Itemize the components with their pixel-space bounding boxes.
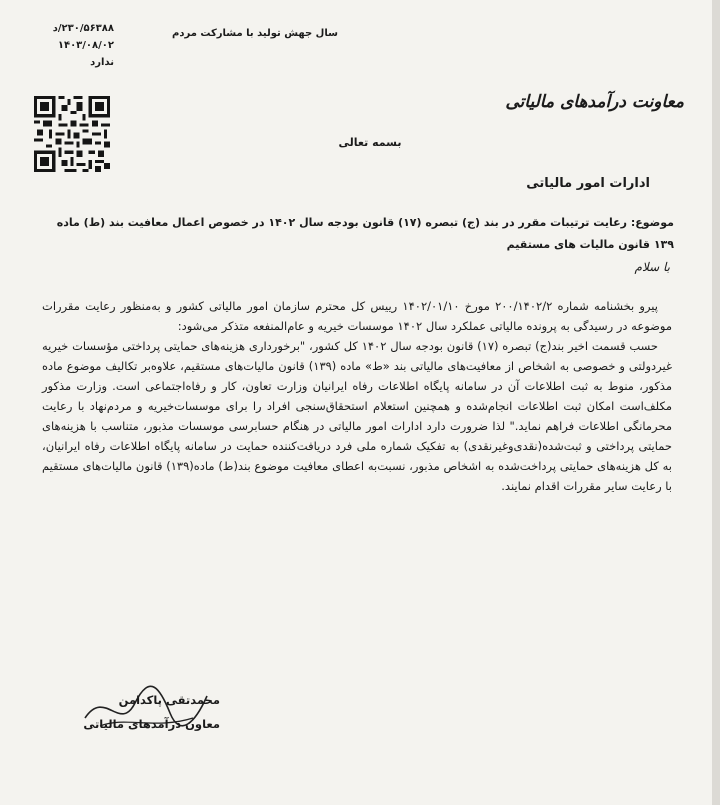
body-paragraph: حسب قسمت اخیر بند(ج) تبصره (۱۷) قانون بودجه سال ۱۴۰۲ کل کشور، "برخورداری هزینه‌های حمایتی پرداختی مؤسسات خیریه غیردولتی و خصوصی به اشخاص از معافیت‌های مالیاتی بند «ط» ماده (۱۳۹) قانون مالیات‌های مستقیم، علاوه‌بر تکالیف موضوع ماده مذکور، منوط به ثبت اطلاعات آن در سامانه پایگاه اطلاعات رفاه ایرانیان وزارت تعاون، کار و رفاه‌اجتماعی است. وزارت مذکور مکلف‌است امکان ثبت اطلاعات انجام‌شده و همچنین استعلام استحقاق‌سنجی افراد را برای موسسات‌خیریه و مردم‌نهاد با رعایت محرمانگی اطلاعات فراهم نماید." لذا ضرورت دارد ادارات امور مالیاتی در هنگام حسابرسی موسسات مذبور، متناسب با هزینه‌های حمایتی پرداختی و ثبت‌شده(نقدی‌وغیرنقدی) به تفکیک شماره ملی فرد دریافت‌کننده حمایت در سامانه پایگاه اطلاعات رفاه ایرانیان، به کل هزینه‌های حمایتی پرداخت‌شده به اشخاص مذبور، نسبت‌به اعطای معافیت موضوع بند(ط) ماده(۱۳۹) قانون مالیات‌های مستقیم با رعایت سایر مقررات اقدام نمایند. xyxy=(42,339,672,493)
page-edge xyxy=(712,0,720,805)
subject-line: موضوع: رعایت ترتیبات مقرر در بند (ج) تبصره (۱۷) قانون بودجه سال ۱۴۰۲ در خصوص اعمال معافیت بند (ط) ماده ۱۳۹ قانون مالیات های مستقیم xyxy=(56,216,674,251)
qr-code-icon xyxy=(34,96,110,172)
year-motto: سال جهش تولید با مشارکت مردم xyxy=(172,28,338,39)
org-logo: معاونت درآمدهای مالیاتی xyxy=(505,92,684,112)
letter-number: ۲۳۰/۵۶۳۸۸/د xyxy=(52,23,114,34)
signer-block xyxy=(70,688,220,736)
signer-title: معاون درآمدهای مالیاتی xyxy=(83,717,220,731)
basmala-heading: بسمه تعالی xyxy=(338,136,402,149)
recipient: ادارات امور مالیاتی xyxy=(526,176,650,191)
letter-meta xyxy=(14,20,114,71)
letter-attachment: ندارد xyxy=(90,57,114,68)
letter-date: ۱۴۰۳/۰۸/۰۲ xyxy=(57,40,114,51)
signer-name: محمدتقی پاکدامن xyxy=(118,693,220,707)
greeting: با سلام xyxy=(634,260,670,274)
body-paragraph: پیرو بخشنامه شماره ۲۰۰/۱۴۰۲/۲ مورخ ۱۴۰۲/۰۱/۱۰ رییس کل محترم سازمان امور مالیاتی کشور و به‌منظور رعایت مقررات موضوعه در رسیدگی به پرونده مالیاتی عملکرد سال ۱۴۰۲ موسسات خیریه و عام‌المنفعه متذکر می‌شود: xyxy=(42,299,672,333)
letter-body xyxy=(42,296,672,496)
